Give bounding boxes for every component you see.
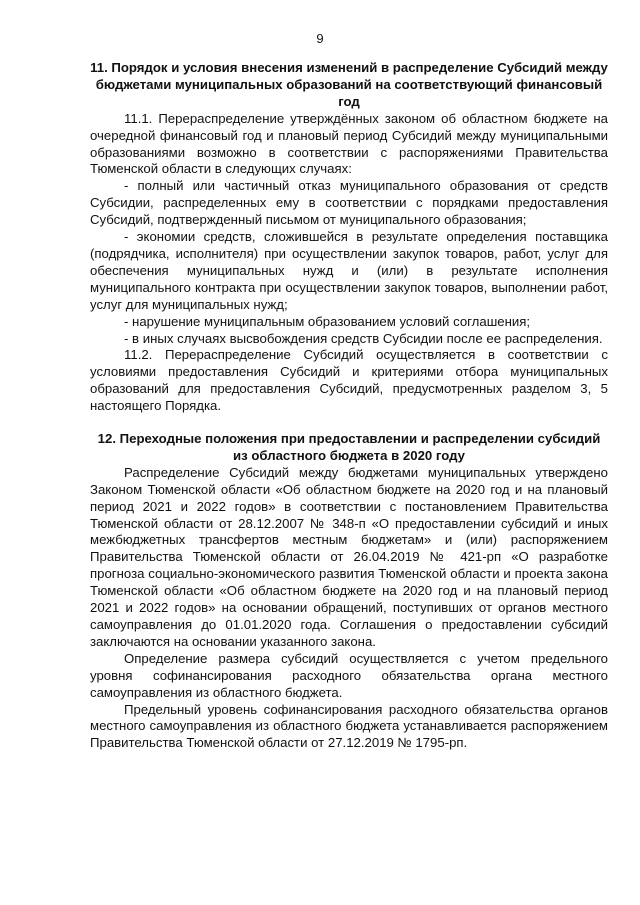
list-item: - нарушение муниципальным образованием условий соглашения; — [124, 313, 531, 329]
section-12 — [90, 431, 608, 752]
list-item: - экономии средств, сложившейся в результате определения поставщика (подрядчика, исполнителя) при осуществлении закупок товаров, работ, услуг для обеспечения муниципальных нужд и (или) в результате исполнения муниципального контракта при осуществлении закупок товаров, выполнении работ, услуг для муниципальных нужд; — [90, 229, 608, 312]
section-11-heading: 11. Порядок и условия внесения изменений в распределение Субсидий между бюджетами муниципальных образований на соответствующий финансовый год — [90, 60, 608, 109]
section-spacer — [90, 415, 608, 431]
list-item: - в иных случаях высвобождения средств Субсидии после ее распределения. — [124, 330, 603, 346]
paragraph-11-2: 11.2. Перераспределение Субсидий осуществляется в соответствии с условиями предоставления Субсидий и критериями отбора муниципальных образований для предоставления Субсидий, предусмотренных разделом 3, 5 настоящего Порядка. — [90, 347, 608, 414]
paragraph: Распределение Субсидий между бюджетами муниципальных утверждено Законом Тюменской области «Об областном бюджете на 2020 год и на плановый период 2021 и 2022 годов» в соответствии с постановлением Правительства Тюменской области от 28.12.2007 № 348-п «О предоставлении субсидий и иных межбюджетных трансфертов местным бюджетам» и (или) распоряжением Правительства Тюменской области от 26.04.2019 № 421-рп «О разработке прогноза социально-экономического развития Тюменской области и проекта закона Тюменской области «Об областном бюджете на 2020 год и на плановый период 2021 и 2022 годов» на основании обращений, поступивших от органов местного самоуправления до 01.01.2020 года. Соглашения о предоставлении субсидий заключаются на основании указанного закона. — [90, 464, 608, 649]
paragraph: Определение размера субсидий осуществляется с учетом предельного уровня софинансирования расходного обязательства органа местного самоуправления из областного бюджета. — [90, 650, 608, 700]
paragraph: Предельный уровень софинансирования расходного обязательства органов местного самоуправления из областного бюджета устанавливается распоряжением Правительства Тюменской области от 27.12.2019 № 1795-рп. — [90, 701, 608, 751]
section-11 — [90, 60, 608, 415]
page-number: 9 — [316, 31, 324, 46]
list-item: - полный или частичный отказ муниципального образования от средств Субсидии, распределенных ему в соответствии с порядками предоставления Субсидий, подтвержденный письмом от муниципального образования; — [90, 178, 608, 228]
section-12-heading: 12. Переходные положения при предоставлении и распределении субсидий из областного бюджета в 2020 году — [97, 431, 601, 463]
document-body — [90, 60, 608, 752]
paragraph-11-1: 11.1. Перераспределение утверждённых законом об областном бюджете на очередной финансовый год и плановый период Субсидий между муниципальными образованиями возможно в соответствии с распоряжениями Правительства Тюменской области в следующих случаях: — [90, 110, 608, 177]
